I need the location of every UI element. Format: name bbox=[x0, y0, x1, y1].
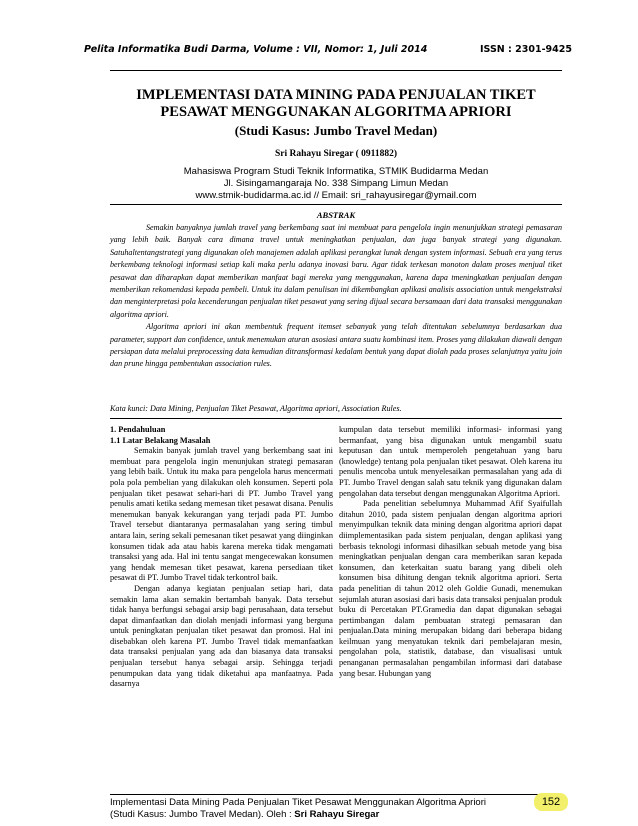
journal-header: Pelita Informatika Budi Darma, Volume : VII, Nomor: 1, Juli 2014 bbox=[84, 44, 428, 55]
header-divider bbox=[110, 70, 562, 71]
footer-author: Sri Rahayu Siregar bbox=[294, 809, 380, 820]
footer-divider bbox=[110, 794, 562, 795]
affiliation-line: www.stmik-budidarma.ac.id // Email: sri_rahayusiregar@ymail.com bbox=[195, 190, 477, 201]
right-column bbox=[339, 425, 562, 679]
issn-label: ISSN : 2301-9425 bbox=[480, 44, 572, 55]
abstract-heading: ABSTRAK bbox=[316, 210, 356, 220]
abstract-paragraph: Semakin banyaknya jumlah travel yang berkembang saat ini membuat para pengelola ingin menunjukkan strategi pemasaran yang lebih baik. Banyak cara dimana travel untuk meningkatkan penjualan, dan juga banyak strategi yang digunakan. Satuhaltentangstrategi yang digunakan oleh manajemen adalah aplikasi perangkat lunak dengan system informasi. Sebuah era yang terus berkembang teknologi informasi setiap kali maka perlu adanya inovasi baru. Agar tidak terkesan monoton dalam proses menjual tiket pesawat dan diharapkan dapat memberikan manfaat bagi mereka yang menggunakan, karena dapa tmeningkatkan penjualan dengan memberikan rekomendasi kepada pembeli. Untuk itu dalam penulisan ini dikembangkan aplikasi analisis association untuk mengekstraksi dan menginterpretasi pola kecenderungan penjualan tiket pesawat yang sering dijual secara bersamaan dari data transaksi menggunakan algoritma apriori. bbox=[110, 223, 562, 319]
body-paragraph: Dengan adanya kegiatan penjualan setiap hari, data semakin lama akan semakin bertambah banyak. Data tersebut tidak hanya berfungsi sebagai arsip bagi perusahaan, data tersebut dapat dimanfaatkan dan diolah menjadi informasi yang berguna untuk peningkatan penjualan tiket pesawat dan promosi. Hal ini disebabkan oleh karena PT. Jumbo Travel tidak memanfaatkan data transaksi penjualan yang ada dan biasanya data transaksi penjualan tersebut hanya sebagai arsip. Sehingga terjadi penumpukan data yang tidak diketahui apa manfaatnya. Pada dasarnya bbox=[110, 583, 333, 689]
abstract-body bbox=[110, 222, 562, 371]
body-paragraph: Pada penelitian sebelumnya Muhammad Afif Syaifullah ditahun 2010, pada sistem penjualan dengan algoritma apriori menyimpulkan teknik data mining dengan algoritma apriori dapat diimplementasikan pada sistem penjualan, dengan aplikasi yang berbasis teknologi informasi dihasilkan sebuah metode yang bisa meningkatkan penjualan dengan cara memberikan saran kepada konsumen, dan keterkaitan suatu barang yang dibeli oleh konsumen bisa dihitung dengan teknik algoritma apriori. Serta pada penelitian di tahun 2012 oleh Goldie Gunadi, menemukan sejumlah aturan asosiasi dari basis data transaksi penjualan produk buku di Percetakan PT.Gramedia dan dapat digunakan sebagai pertimbangan dalam pembuatan strategi pemasaran dan penjualan.Data mining merupakan bidang dari beberapa bidang keilmuan yang menyatukan teknik dari pembelajaran mesin, pengolahan pola, statistik, database, dan visualisasi untuk penanganan permasalahan pengambilan informasi dari database yang besar. Hubungan yang bbox=[339, 499, 562, 678]
body-paragraph: kumpulan data tersebut memiliki informasi- informasi yang bermanfaat, yang bisa digunakan untuk mengambil suatu keputusan dan untuk memperoleh pengetahuan yang baru (knowledge) tentang pola penjualan tiket pesawat. Oleh karena itu penulis mencoba untuk menyelesaikan permasalahan yang ada di PT. Jumbo Travel dengan salah satu teknik yang digunakan dalam pengolahan data tersebut dengan menggunakan Algoritma Apriori. bbox=[339, 425, 562, 498]
footer-title: Implementasi Data Mining Pada Penjualan Tiket Pesawat Menggunakan Algoritma Apriori bbox=[110, 797, 486, 808]
subsection-heading: 1.1 Latar Belakang Masalah bbox=[110, 435, 211, 445]
footer-citation bbox=[110, 809, 550, 821]
body-paragraph: Semakin banyak jumlah travel yang berkembang saat ini membuat para pengelola ingin menunjukan strategi pemasaran yang lebih baik. Untuk itu maka para pengelola harus mencermati pola pola pembelian yang dilakukan oleh konsumen. Seperti pola penjualan tiket pesawat sehari-hari di PT. Jumbo Travel yang penulis amati ketika sedang memesan tiket pesawat disana. Penulis menemukan banyak kekurangan yang terjadi pada PT. Jumbo Travel tersebut diantaranya permasalahan yang sering timbul antara lain, sering sekali pemesanan tiket pesawat yang diinginkan konsumen tidak ada atau habis karena mereka tidak mengamati transaksi yang ada. Hal ini tentu sangat mengecewakan konsumen yang hendak memesan tiket pesawat, karena persediaan tiket pesawat di PT. Jumbo Travel tidak terkontrol baik. bbox=[110, 446, 333, 583]
abstract-divider bbox=[110, 204, 562, 205]
abstract-paragraph: Algoritma apriori ini akan membentuk frequent itemset sebanyak yang telah ditentukan sebelumnya berdasarkan dua parameter, support dan confidence, untuk menemukan aturan asosiasi antara suatu kombinasi item. Proses yang dilakukan diawali dengan persiapan data melalui preprocessing data kemudian ditransformasi kedalam bentuk yang dapat diolah pada proses selanjutnya yaitu join dan prune hingga pembentukan association rules. bbox=[110, 322, 562, 369]
paper-subtitle: (Studi Kasus: Jumbo Travel Medan) bbox=[234, 123, 438, 138]
keywords-divider bbox=[110, 418, 562, 419]
left-column bbox=[110, 425, 333, 690]
affiliation-line: Mahasiswa Program Studi Teknik Informatika, STMIK Budidarma Medan bbox=[183, 166, 489, 177]
paper-title: IMPLEMENTASI DATA MINING PADA PENJUALAN TIKET PESAWAT MENGGUNAKAN ALGORITMA APRIORI bbox=[136, 87, 536, 120]
page-footer bbox=[110, 797, 550, 821]
footer-citation-text: (Studi Kasus: Jumbo Travel Medan). Oleh : bbox=[110, 809, 295, 820]
author-name: Sri Rahayu Siregar ( 0911882) bbox=[274, 149, 398, 159]
affiliation-line: Jl. Sisingamangaraja No. 338 Simpang Limun Medan bbox=[223, 178, 449, 189]
page-number-badge: 152 bbox=[534, 793, 568, 811]
keywords: Kata kunci: Data Mining, Penjualan Tiket Pesawat, Algoritma apriori, Association Rules. bbox=[110, 404, 402, 413]
section-heading: 1. Pendahuluan bbox=[110, 425, 166, 434]
